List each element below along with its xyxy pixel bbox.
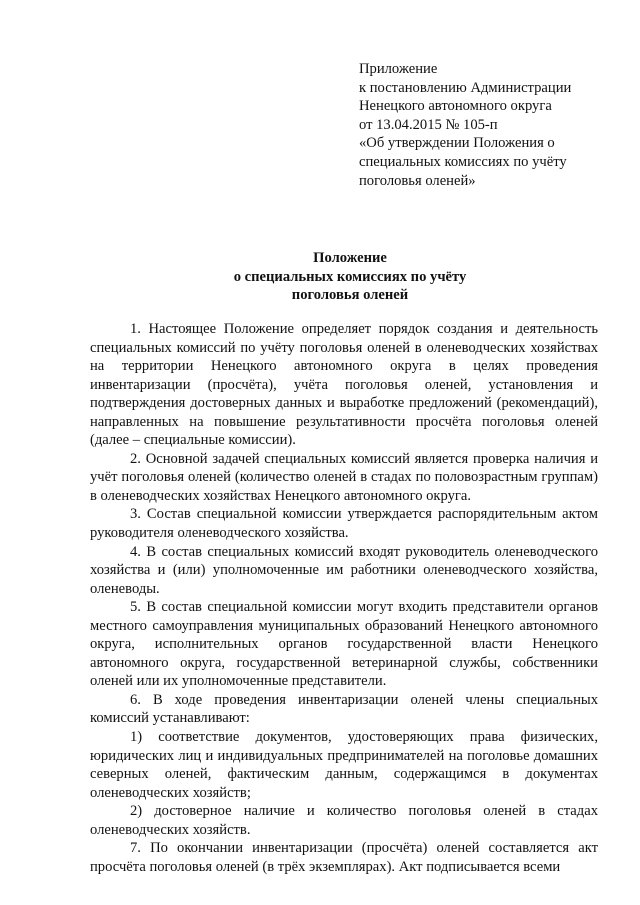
title-line: Положение (313, 250, 387, 266)
title-line: о специальных комиссиях по учёту (233, 268, 467, 285)
paragraph: 1) соответствие документов, удостоверяющих права физических, юридических лиц и индивидуальных предпринимателей на поголовье домашних северных оленей, фактическим данным, содержащимся в документах оленеводческих хозяйств; (90, 729, 598, 801)
document-title (90, 249, 610, 305)
paragraph: 5. В состав специальной комиссии могут входить представители органов местного самоуправления муниципальных образований Ненецкого автономного округа, исполнительных органов государственной власти Ненецкого автономного округа, государственной ветеринарной службы, собственники оленей или их уполномоченные представители. (90, 599, 598, 690)
paragraph: 3. Состав специальной комиссии утверждается распорядительным актом руководителя оленеводческого хозяйства. (90, 506, 598, 542)
appendix-line: Приложение (359, 61, 438, 77)
title-line: поголовья оленей (291, 287, 409, 304)
appendix-line: поголовья оленей» (359, 172, 476, 189)
paragraph: 4. В состав специальных комиссий входят руководитель оленеводческого хозяйства и (или) уполномоченные им работники оленеводческого хозяйства, оленеводы. (90, 543, 598, 597)
paragraph: 2. Основной задачей специальных комиссий является проверка наличия и учёт поголовья оленей (количество оленей в стадах по половозрастным группам) в оленеводческих хозяйствах Ненецкого автономного округа. (90, 450, 598, 504)
paragraph: 6. В ходе проведения инвентаризации оленей члены специальных комиссий устанавливают: (90, 691, 598, 727)
appendix-header (359, 60, 619, 190)
appendix-line: специальных комиссиях по учёту (359, 153, 567, 170)
appendix-line: от 13.04.2015 № 105-п (359, 116, 498, 133)
document-body (90, 320, 598, 876)
appendix-line: к постановлению Администрации (359, 79, 572, 96)
paragraph: 7. По окончании инвентаризации (просчёта) оленей составляется акт просчёта поголовья оленей (в трёх экземплярах). Акт подписывается всеми (90, 840, 598, 875)
paragraph: 2) достоверное наличие и количество поголовья оленей в стадах оленеводческих хозяйств. (90, 803, 598, 838)
paragraph: 1. Настоящее Положение определяет порядок создания и деятельность специальных комиссий по учёту поголовья оленей в оленеводческих хозяйствах на территории Ненецкого автономного округа в целях проведения инвентаризации (просчёта), учёта поголовья оленей, установления и подтверждения достоверных данных и выработке предложений (рекомендаций), направленных на повышение результативности просчёта поголовья оленей (далее – специальные комиссии). (90, 321, 598, 449)
appendix-line: «Об утверждении Положения о (359, 135, 555, 152)
appendix-line: Ненецкого автономного округа (359, 98, 552, 115)
